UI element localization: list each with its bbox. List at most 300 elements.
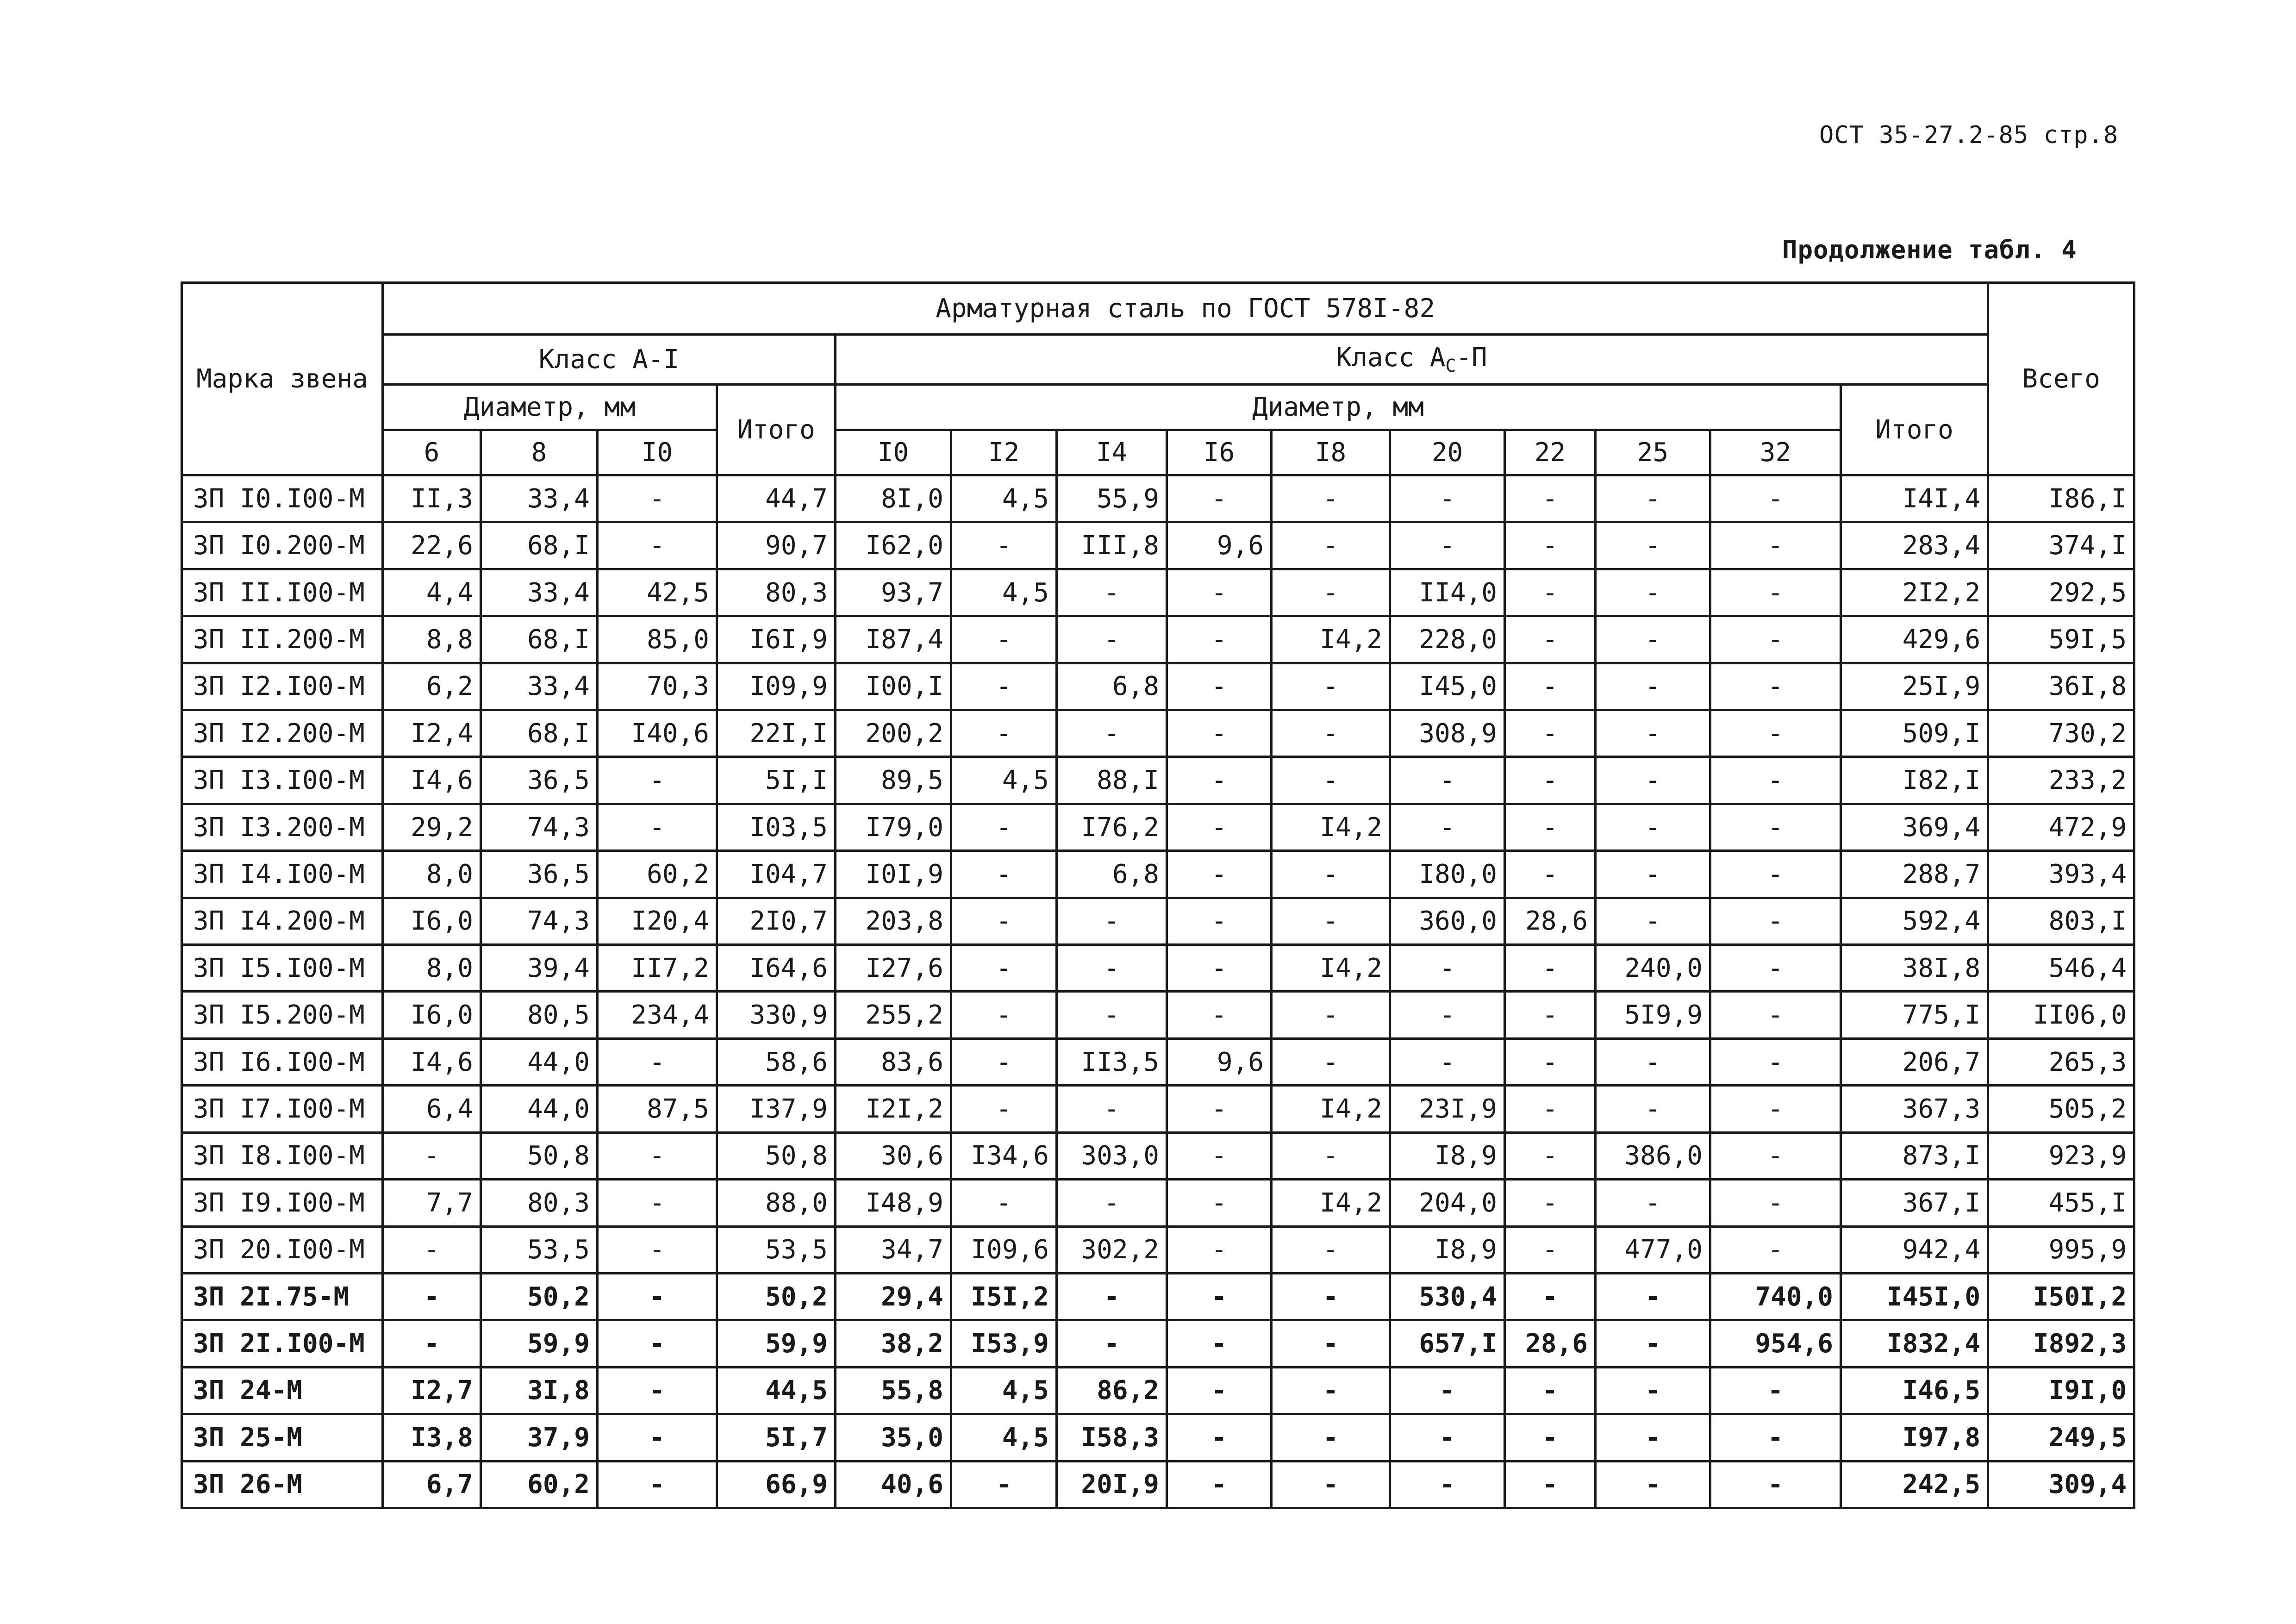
table-cell: 60,2	[481, 1461, 598, 1508]
table-cell: 4,5	[951, 757, 1057, 804]
table-cell: -	[1596, 1273, 1710, 1320]
table-cell: -	[1505, 992, 1596, 1038]
row-mark: ЗП II.200-М	[182, 616, 383, 663]
table-cell: -	[1167, 945, 1272, 992]
table-cell: I0I,9	[836, 851, 951, 898]
table-cell: -	[383, 1132, 481, 1179]
table-cell: -	[1596, 616, 1710, 663]
table-cell: I4,6	[383, 1038, 481, 1085]
table-cell: -	[1505, 804, 1596, 850]
table-cell: 40,6	[836, 1461, 951, 1508]
table-cell: I2I,2	[836, 1086, 951, 1132]
table-row	[182, 1320, 2134, 1367]
table-cell: -	[1057, 710, 1167, 757]
table-cell: 203,8	[836, 898, 951, 944]
table-cell: -	[1710, 1367, 1841, 1414]
table-cell: -	[1390, 522, 1505, 569]
table-cell: -	[1710, 710, 1841, 757]
table-cell: 4,5	[951, 1367, 1057, 1414]
table-cell: -	[1710, 1226, 1841, 1273]
table-cell: -	[1596, 1320, 1710, 1367]
table-cell: -	[383, 1273, 481, 1320]
table-cell: 240,0	[1596, 945, 1710, 992]
table-cell: 20I,9	[1057, 1461, 1167, 1508]
class1-header: Класс А-I	[383, 335, 836, 385]
table-row	[182, 663, 2134, 710]
table-cell: -	[1596, 1414, 1710, 1461]
table-cell: -	[1505, 757, 1596, 804]
table-cell: I62,0	[836, 522, 951, 569]
table-cell: 429,6	[1841, 616, 1988, 663]
table-head	[182, 283, 2134, 475]
table-cell: -	[1390, 992, 1505, 1038]
table-cell: -	[951, 992, 1057, 1038]
table-cell: 87,5	[598, 1086, 717, 1132]
table-cell: 58,6	[717, 1038, 836, 1085]
table-cell: -	[1167, 663, 1272, 710]
table-row	[182, 945, 2134, 992]
table-cell: 37,9	[481, 1414, 598, 1461]
table-cell: 4,5	[951, 475, 1057, 522]
row-mark: ЗП I3.200-М	[182, 804, 383, 850]
table-cell: II06,0	[1988, 992, 2134, 1038]
table-cell: I6,0	[383, 898, 481, 944]
table-row	[182, 1038, 2134, 1085]
table-cell: II7,2	[598, 945, 717, 992]
table-row	[182, 804, 2134, 850]
table-cell: 7,7	[383, 1180, 481, 1226]
table-cell: 265,3	[1988, 1038, 2134, 1085]
table-cell: 923,9	[1988, 1132, 2134, 1179]
reinforcement-table	[181, 281, 2135, 1509]
row-mark: ЗП 24-М	[182, 1367, 383, 1414]
table-cell: -	[1596, 569, 1710, 616]
table-cell: -	[1167, 804, 1272, 850]
table-cell: -	[1167, 1461, 1272, 1508]
table-cell: -	[598, 1226, 717, 1273]
table-cell: -	[1596, 757, 1710, 804]
table-cell: -	[1505, 1086, 1596, 1132]
table-cell: 5I9,9	[1596, 992, 1710, 1038]
table-cell: I00,I	[836, 663, 951, 710]
table-cell: -	[1390, 1461, 1505, 1508]
table-cell: 6,8	[1057, 663, 1167, 710]
table-cell: I4,6	[383, 757, 481, 804]
row-mark: ЗП I3.I00-М	[182, 757, 383, 804]
table-row	[182, 569, 2134, 616]
table-cell: 292,5	[1988, 569, 2134, 616]
table-cell: I6I,9	[717, 616, 836, 663]
table-cell: 33,4	[481, 475, 598, 522]
table-cell: -	[1390, 757, 1505, 804]
row-mark: ЗП I5.200-М	[182, 992, 383, 1038]
table-cell: I4,2	[1272, 804, 1390, 850]
col-total-header: Всего	[1988, 283, 2134, 475]
table-cell: -	[598, 1367, 717, 1414]
diameter-header: 22	[1505, 430, 1596, 475]
table-cell: 374,I	[1988, 522, 2134, 569]
table-cell: 89,5	[836, 757, 951, 804]
table-cell: -	[1167, 1086, 1272, 1132]
table-cell: -	[951, 616, 1057, 663]
row-mark: ЗП 2I.I00-М	[182, 1320, 383, 1367]
table-cell: 6,2	[383, 663, 481, 710]
table-cell: -	[598, 1461, 717, 1508]
table-cell: -	[1167, 898, 1272, 944]
table-cell: I45,0	[1390, 663, 1505, 710]
table-cell: -	[1596, 710, 1710, 757]
table-cell: -	[1167, 1226, 1272, 1273]
table-cell: 255,2	[836, 992, 951, 1038]
class2-label: Класс А	[1336, 343, 1446, 373]
table-row	[182, 522, 2134, 569]
row-mark: ЗП I0.200-М	[182, 522, 383, 569]
table-cell: 33,4	[481, 569, 598, 616]
table-cell: -	[1505, 1180, 1596, 1226]
table-row	[182, 757, 2134, 804]
table-cell: -	[1596, 851, 1710, 898]
table-cell: -	[1057, 1180, 1167, 1226]
table-cell: -	[1272, 1367, 1390, 1414]
table-cell: 8,0	[383, 851, 481, 898]
table-cell: -	[1596, 1180, 1710, 1226]
table-cell: I03,5	[717, 804, 836, 850]
table-cell: -	[1505, 616, 1596, 663]
table-body	[182, 475, 2134, 1508]
table-cell: 4,5	[951, 1414, 1057, 1461]
table-row	[182, 898, 2134, 944]
table-cell: I46,5	[1841, 1367, 1988, 1414]
table-cell: 509,I	[1841, 710, 1988, 757]
table-cell: -	[1167, 710, 1272, 757]
table-cell: -	[1505, 1132, 1596, 1179]
table-cell: 206,7	[1841, 1038, 1988, 1085]
table-cell: I4I,4	[1841, 475, 1988, 522]
table-cell: 8,8	[383, 616, 481, 663]
table-cell: 59I,5	[1988, 616, 2134, 663]
table-row	[182, 1226, 2134, 1273]
table-cell: -	[1505, 1414, 1596, 1461]
table-cell: -	[1710, 1038, 1841, 1085]
table-row	[182, 1461, 2134, 1508]
table-cell: -	[1057, 1086, 1167, 1132]
table-cell: -	[598, 1180, 717, 1226]
table-cell: -	[951, 663, 1057, 710]
diameter-header: 6	[383, 430, 481, 475]
table-cell: I40,6	[598, 710, 717, 757]
table-cell: 33,4	[481, 663, 598, 710]
table-cell: 5I,I	[717, 757, 836, 804]
table-cell: -	[383, 1320, 481, 1367]
table-cell: 369,4	[1841, 804, 1988, 850]
table-cell: 70,3	[598, 663, 717, 710]
table-cell: 38,2	[836, 1320, 951, 1367]
table-cell: 530,4	[1390, 1273, 1505, 1320]
table-cell: 80,5	[481, 992, 598, 1038]
table-cell: 38I,8	[1841, 945, 1988, 992]
table-cell: -	[1596, 522, 1710, 569]
table-cell: -	[1505, 1367, 1596, 1414]
table-cell: 592,4	[1841, 898, 1988, 944]
table-cell: -	[1390, 1367, 1505, 1414]
table-cell: 393,4	[1988, 851, 2134, 898]
table-cell: -	[1272, 898, 1390, 944]
table-cell: -	[1710, 757, 1841, 804]
col-mark-header: Марка звена	[182, 283, 383, 475]
table-cell: -	[1167, 992, 1272, 1038]
table-cell: I09,6	[951, 1226, 1057, 1273]
table-cell: 360,0	[1390, 898, 1505, 944]
table-cell: -	[1167, 757, 1272, 804]
table-cell: 455,I	[1988, 1180, 2134, 1226]
row-mark: ЗП I6.I00-М	[182, 1038, 383, 1085]
row-mark: ЗП I2.I00-М	[182, 663, 383, 710]
table-cell: -	[1710, 851, 1841, 898]
row-mark: ЗП I8.I00-М	[182, 1132, 383, 1179]
table-cell: 59,9	[481, 1320, 598, 1367]
table-cell: -	[1710, 663, 1841, 710]
table-cell: -	[1505, 663, 1596, 710]
table-cell: -	[951, 1461, 1057, 1508]
table-cell: 477,0	[1596, 1226, 1710, 1273]
table-cell: 30,6	[836, 1132, 951, 1179]
table-cell: I04,7	[717, 851, 836, 898]
table-cell: 88,I	[1057, 757, 1167, 804]
row-mark: ЗП I4.I00-М	[182, 851, 383, 898]
table-cell: I34,6	[951, 1132, 1057, 1179]
table-cell: -	[1272, 1273, 1390, 1320]
table-cell: -	[1505, 522, 1596, 569]
table-cell: 22,6	[383, 522, 481, 569]
table-cell: 6,8	[1057, 851, 1167, 898]
table-cell: I87,4	[836, 616, 951, 663]
table-cell: -	[1710, 616, 1841, 663]
table-cell: 775,I	[1841, 992, 1988, 1038]
table-cell: -	[1057, 945, 1167, 992]
table-row	[182, 1132, 2134, 1179]
table-cell: -	[1057, 616, 1167, 663]
diameter-header: I6	[1167, 430, 1272, 475]
row-mark: ЗП I9.I00-М	[182, 1180, 383, 1226]
table-cell: -	[1272, 663, 1390, 710]
table-cell: 36I,8	[1988, 663, 2134, 710]
table-cell: 50,8	[481, 1132, 598, 1179]
table-cell: -	[1057, 569, 1167, 616]
table-cell: -	[1710, 522, 1841, 569]
table-cell: III,8	[1057, 522, 1167, 569]
table-cell: -	[1710, 945, 1841, 992]
table-cell: 44,7	[717, 475, 836, 522]
table-cell: -	[1390, 475, 1505, 522]
table-cell: -	[1167, 1320, 1272, 1367]
table-cell: -	[1272, 1038, 1390, 1085]
table-row	[182, 475, 2134, 522]
table-cell: 66,9	[717, 1461, 836, 1508]
table-cell: 85,0	[598, 616, 717, 663]
table-cell: -	[1710, 475, 1841, 522]
table-cell: I82,I	[1841, 757, 1988, 804]
table-cell: -	[1596, 898, 1710, 944]
table-cell: 53,5	[481, 1226, 598, 1273]
table-row	[182, 1273, 2134, 1320]
table-cell: 29,2	[383, 804, 481, 850]
table-cell: 367,3	[1841, 1086, 1988, 1132]
table-cell: 303,0	[1057, 1132, 1167, 1179]
table-cell: I48,9	[836, 1180, 951, 1226]
table-cell: I37,9	[717, 1086, 836, 1132]
table-cell: -	[1596, 1038, 1710, 1085]
row-mark: ЗП I5.I00-М	[182, 945, 383, 992]
table-cell: 23I,9	[1390, 1086, 1505, 1132]
table-cell: 330,9	[717, 992, 836, 1038]
table-cell: -	[951, 851, 1057, 898]
table-cell: -	[1390, 1414, 1505, 1461]
table-cell: 234,4	[598, 992, 717, 1038]
row-mark: ЗП I4.200-М	[182, 898, 383, 944]
table-cell: -	[1505, 1038, 1596, 1085]
row-mark: ЗП 25-М	[182, 1414, 383, 1461]
table-cell: -	[598, 1414, 717, 1461]
table-cell: 36,5	[481, 851, 598, 898]
table-cell: 386,0	[1596, 1132, 1710, 1179]
table-cell: 55,8	[836, 1367, 951, 1414]
table-cell: -	[1710, 1132, 1841, 1179]
table-cell: -	[1057, 1273, 1167, 1320]
table-cell: 86,2	[1057, 1367, 1167, 1414]
table-cell: 28,6	[1505, 1320, 1596, 1367]
table-cell: 55,9	[1057, 475, 1167, 522]
table-cell: -	[1710, 898, 1841, 944]
table-cell: -	[1167, 475, 1272, 522]
table-cell: 50,8	[717, 1132, 836, 1179]
table-cell: 309,4	[1988, 1461, 2134, 1508]
table-cell: 302,2	[1057, 1226, 1167, 1273]
table-cell: -	[1272, 851, 1390, 898]
table-cell: II3,5	[1057, 1038, 1167, 1085]
table-cell: I80,0	[1390, 851, 1505, 898]
table-cell: -	[598, 804, 717, 850]
table-cell: I2,7	[383, 1367, 481, 1414]
table-cell: I4,2	[1272, 945, 1390, 992]
table-cell: -	[1057, 898, 1167, 944]
table-cell: I86,I	[1988, 475, 2134, 522]
table-cell: 44,0	[481, 1086, 598, 1132]
table-cell: 8,0	[383, 945, 481, 992]
table-cell: 367,I	[1841, 1180, 1988, 1226]
table-cell: -	[1505, 569, 1596, 616]
table-cell: 4,5	[951, 569, 1057, 616]
table-cell: 2I0,7	[717, 898, 836, 944]
table-cell: 80,3	[481, 1180, 598, 1226]
table-cell: -	[951, 1180, 1057, 1226]
table-cell: -	[1167, 1273, 1272, 1320]
table-cell: 35,0	[836, 1414, 951, 1461]
table-cell: I50I,2	[1988, 1273, 2134, 1320]
table-cell: 228,0	[1390, 616, 1505, 663]
table-cell: I2,4	[383, 710, 481, 757]
table-cell: 74,3	[481, 898, 598, 944]
table-cell: 5I,7	[717, 1414, 836, 1461]
table-cell: 505,2	[1988, 1086, 2134, 1132]
row-mark: ЗП 20.I00-М	[182, 1226, 383, 1273]
row-mark: ЗП I7.I00-М	[182, 1086, 383, 1132]
table-cell: -	[1505, 475, 1596, 522]
table-cell: 53,5	[717, 1226, 836, 1273]
table-cell: 22I,I	[717, 710, 836, 757]
table-cell: I45I,0	[1841, 1273, 1988, 1320]
table-cell: 249,5	[1988, 1414, 2134, 1461]
table-cell: -	[1596, 1461, 1710, 1508]
table-cell: 6,7	[383, 1461, 481, 1508]
class2-suffix: -П	[1456, 343, 1487, 373]
table-cell: I892,3	[1988, 1320, 2134, 1367]
table-cell: -	[1272, 1132, 1390, 1179]
diameter-header: I8	[1272, 430, 1390, 475]
table-cell: 68,I	[481, 522, 598, 569]
table-cell: -	[1272, 710, 1390, 757]
table-cell: 6,4	[383, 1086, 481, 1132]
table-cell: 9,6	[1167, 522, 1272, 569]
table-cell: I09,9	[717, 663, 836, 710]
table-cell: I6,0	[383, 992, 481, 1038]
table-cell: -	[1167, 569, 1272, 616]
table-cell: -	[1167, 1180, 1272, 1226]
table-cell: -	[598, 1273, 717, 1320]
table-cell: 2I2,2	[1841, 569, 1988, 616]
table-cell: I27,6	[836, 945, 951, 992]
table-cell: -	[1167, 1132, 1272, 1179]
group-title: Арматурная сталь по ГОСТ 578I-82	[383, 283, 1988, 335]
table-cell: -	[1390, 1038, 1505, 1085]
diameter-header: 20	[1390, 430, 1505, 475]
row-mark: ЗП I2.200-М	[182, 710, 383, 757]
table-cell: I20,4	[598, 898, 717, 944]
table-cell: -	[1272, 992, 1390, 1038]
table-cell: -	[1390, 804, 1505, 850]
table-cell: -	[1167, 851, 1272, 898]
table-cell: -	[951, 1086, 1057, 1132]
table-cell: -	[1272, 475, 1390, 522]
table-cell: 288,7	[1841, 851, 1988, 898]
table-cell: -	[1505, 1461, 1596, 1508]
table-cell: -	[383, 1226, 481, 1273]
table-cell: -	[951, 710, 1057, 757]
table-cell: 204,0	[1390, 1180, 1505, 1226]
table-cell: -	[1710, 569, 1841, 616]
class1-itogo-header: Итого	[717, 385, 836, 475]
table-cell: -	[1505, 1273, 1596, 1320]
table-cell: -	[598, 522, 717, 569]
table-cell: 25I,9	[1841, 663, 1988, 710]
table-cell: -	[951, 1038, 1057, 1085]
table-cell: 34,7	[836, 1226, 951, 1273]
table-cell: I97,8	[1841, 1414, 1988, 1461]
table-row	[182, 710, 2134, 757]
table-cell: 74,3	[481, 804, 598, 850]
table-cell: 8I,0	[836, 475, 951, 522]
table-cell: -	[1505, 1226, 1596, 1273]
table-cell: 242,5	[1841, 1461, 1988, 1508]
table-cell: -	[951, 522, 1057, 569]
table-cell: -	[1167, 1414, 1272, 1461]
table-cell: -	[1272, 1414, 1390, 1461]
table-cell: I58,3	[1057, 1414, 1167, 1461]
diameter-header: 25	[1596, 430, 1710, 475]
table-cell: 44,5	[717, 1367, 836, 1414]
table-cell: 9,6	[1167, 1038, 1272, 1085]
table-cell: 472,9	[1988, 804, 2134, 850]
table-cell: I5I,2	[951, 1273, 1057, 1320]
